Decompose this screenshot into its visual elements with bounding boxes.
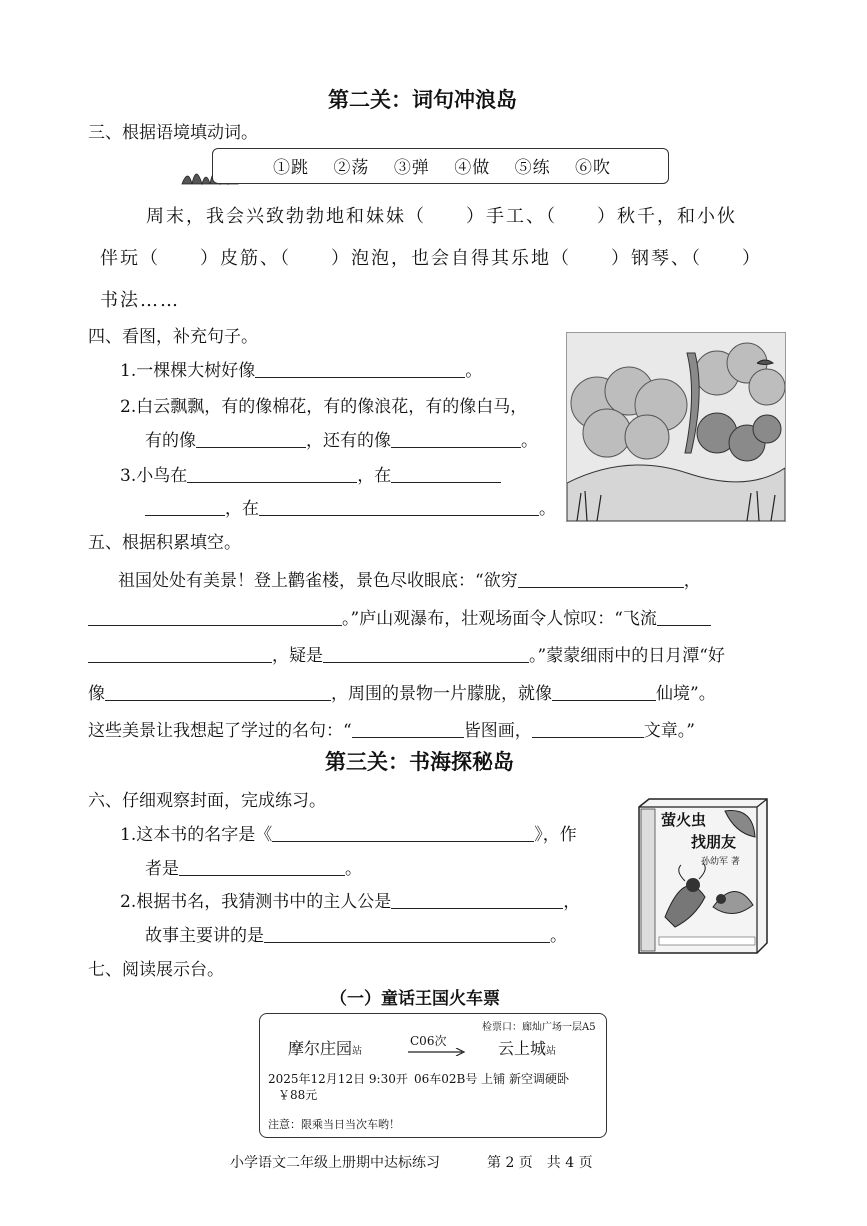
ticket-to — [498, 1036, 556, 1059]
answer-blank[interactable] — [259, 499, 539, 516]
answer-blank[interactable] — [145, 499, 225, 516]
q4-1-text: 1.一棵棵大树好像 — [120, 361, 256, 381]
section-title-2: 第二关：词句冲浪岛 — [328, 88, 517, 112]
reading-subtitle: （一）童话王国火车票 — [330, 989, 500, 1009]
answer-blank[interactable] — [657, 609, 711, 626]
book-title-blank[interactable] — [272, 825, 534, 842]
q4-3-text: ，在 — [225, 499, 259, 519]
word-bank-item: ③弹 — [393, 158, 430, 178]
trees-clouds-bird-picture — [567, 333, 785, 521]
question-4-heading: 四、看图，补充句子。 — [88, 327, 258, 347]
q4-item-1 — [120, 356, 482, 381]
train-ticket — [259, 1013, 607, 1138]
answer-blank[interactable] — [323, 646, 529, 663]
q4-item-3-line-1 — [120, 461, 501, 486]
answer-blank[interactable] — [255, 361, 465, 378]
book-cover — [635, 797, 769, 955]
q5-text: 皆图画， — [463, 721, 532, 741]
ticket-price: ￥88元 — [278, 1088, 318, 1102]
answer-blank[interactable] — [391, 466, 501, 483]
q5-text: 祖国处处有美景！登上鹳雀楼，景色尽收眼底：“欲穷 — [118, 571, 518, 591]
book-title-line-2: 找朋友 — [691, 833, 737, 851]
q5-text: 像 — [88, 684, 105, 704]
q5-line-1 — [118, 566, 701, 591]
ticket-to-station: 云上城 — [498, 1039, 547, 1058]
word-bank-item: ①跳 — [273, 158, 309, 178]
word-bank-item: ⑤练 — [514, 158, 551, 178]
author-blank[interactable] — [179, 859, 345, 876]
q4-item-2-line-2 — [145, 426, 538, 451]
answer-blank[interactable] — [88, 609, 342, 626]
q4-item-2-line-1: 2.白云飘飘，有的像棉花，有的像浪花，有的像白马， — [120, 397, 528, 417]
q4-3-text: ，在 — [357, 466, 392, 486]
q3-paragraph-line-1[interactable]: 周末，我会兴致勃勃地和妹妹（ ）手工、（ ）秋千，和小伙 — [146, 206, 737, 227]
q5-line-2 — [88, 604, 711, 629]
answer-blank[interactable] — [391, 892, 563, 909]
q6-text: 1.这本书的名字是《 — [120, 825, 273, 845]
answer-blank[interactable] — [532, 721, 644, 738]
q3-paragraph-line-3: 书法…… — [100, 290, 180, 311]
q5-text: ，周围的景物一片朦胧，就像 — [331, 684, 552, 704]
ticket-note: 注意：限乘当日当次车哟！ — [268, 1118, 400, 1131]
footer-title: 小学语文二年级上册期中达标练习 — [230, 1155, 440, 1171]
answer-blank[interactable] — [187, 466, 357, 483]
ticket-seat: 06车02B号 上铺 新空调硬卧 — [414, 1072, 569, 1086]
section-title-3: 第三关：书海探秘岛 — [325, 750, 514, 774]
ticket-from-suffix: 站 — [352, 1046, 363, 1057]
q4-2-text: 有的像 — [145, 431, 196, 451]
q5-text: ，疑是 — [272, 646, 323, 666]
question-7-heading: 七、阅读展示台。 — [88, 960, 224, 980]
q6-item-2-line-1 — [120, 887, 580, 912]
word-bank-items — [273, 153, 629, 178]
word-bank-box — [212, 148, 669, 184]
q6-item-1-line-1 — [120, 820, 577, 845]
q6-item-1-line-2 — [145, 854, 362, 879]
question-6-heading: 六、仔细观察封面，完成练习。 — [88, 791, 326, 811]
q5-text: 。”蒙蒙细雨中的日月潭“好 — [529, 646, 725, 666]
q5-text: 这些美景让我想起了学过的名句：“ — [88, 721, 352, 741]
landscape-illustration — [566, 332, 786, 522]
answer-blank[interactable] — [552, 684, 656, 701]
answer-blank[interactable] — [88, 646, 272, 663]
book-title-line-1: 萤火虫 — [661, 811, 707, 829]
q5-line-3 — [88, 641, 725, 666]
word-bank-item: ④做 — [454, 158, 491, 178]
q5-text: ， — [683, 571, 701, 591]
q5-line-5 — [88, 716, 695, 741]
answer-blank[interactable] — [518, 571, 684, 588]
q4-2-text: ，还有的像 — [306, 431, 391, 451]
footer-page-number: 第 2 页 共 4 页 — [487, 1155, 593, 1171]
word-bank-item: ⑥吹 — [575, 158, 612, 178]
q4-3-end: 。 — [539, 499, 556, 519]
ticket-to-suffix: 站 — [546, 1046, 557, 1057]
question-5-heading: 五、根据积累填空。 — [88, 533, 241, 553]
q6-text: ， — [563, 892, 581, 912]
q5-text: 仙境”。 — [656, 684, 716, 704]
ticket-gate: 检票口：廊灿广场一层A5 — [482, 1022, 596, 1033]
word-bank-item: ②荡 — [333, 158, 370, 178]
book-author: 孙幼军 著 — [701, 857, 740, 867]
ticket-from-station: 摩尔庄园 — [288, 1039, 353, 1058]
q4-item-3-line-2 — [145, 494, 556, 519]
answer-blank[interactable] — [264, 926, 550, 943]
q5-text: 。”庐山观瀑布，壮观场面令人惊叹：“飞流 — [342, 609, 657, 629]
arrow-right-icon — [408, 1048, 466, 1056]
answer-blank[interactable] — [105, 684, 331, 701]
answer-blank[interactable] — [352, 721, 464, 738]
q6-text: 。 — [550, 926, 567, 946]
ticket-from — [288, 1036, 362, 1059]
q6-text: 故事主要讲的是 — [145, 926, 264, 946]
q3-paragraph-line-2[interactable]: 伴玩（ ）皮筋、（ ）泡泡，也会自得其乐地（ ）钢琴、（ ） — [100, 248, 762, 269]
answer-blank[interactable] — [391, 431, 521, 448]
q4-3-text: 3.小鸟在 — [120, 466, 188, 486]
q6-text: 》，作 — [534, 825, 577, 845]
q5-line-4 — [88, 679, 716, 704]
q6-text: 。 — [345, 859, 362, 879]
answer-blank[interactable] — [196, 431, 306, 448]
q4-2-end: 。 — [521, 431, 538, 451]
q5-text: 文章。” — [643, 721, 695, 741]
q6-text: 者是 — [145, 859, 179, 879]
question-3-heading: 三、根据语境填动词。 — [88, 123, 258, 143]
q6-text: 2.根据书名，我猜测书中的主人公是 — [120, 892, 392, 912]
q4-1-end: 。 — [465, 361, 483, 381]
q6-item-2-line-2 — [145, 921, 567, 946]
ticket-datetime: 2025年12月12日 9:30开 — [268, 1072, 408, 1086]
ticket-train-number: C06次 — [410, 1034, 447, 1048]
